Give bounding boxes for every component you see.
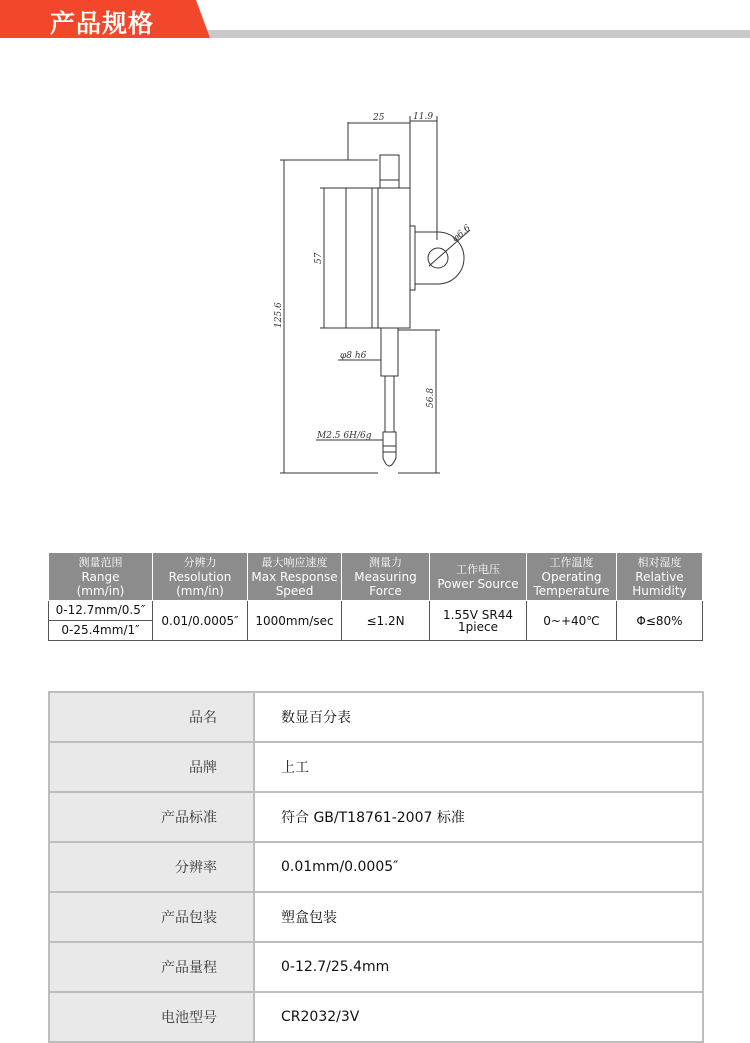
spec-range-cell	[49, 601, 153, 641]
spec-humidity: Φ≤80%	[617, 601, 703, 641]
spec-speed: 1000mm/sec	[248, 601, 342, 641]
spec-header-force: 测量力 Measuring Force	[342, 553, 430, 601]
info-label: 产品量程	[49, 942, 254, 992]
spec-header-humidity: 相对湿度 Relative Humidity	[617, 553, 703, 601]
info-value: 塑盒包装	[254, 892, 703, 942]
info-row	[49, 692, 703, 742]
spec-table	[48, 552, 703, 641]
dim-stem-length: 56.8	[426, 387, 436, 408]
spec-header-temperature: 工作温度 Operating Temperature	[527, 553, 617, 601]
info-value: 0.01mm/0.0005″	[254, 842, 703, 892]
dim-thread: M2.5 6H/6g	[317, 431, 372, 441]
spec-power-2: 1piece	[458, 619, 498, 634]
dim-top-width: 25	[373, 113, 385, 123]
spec-value-row	[49, 601, 703, 641]
spec-header-speed: 最大响应速度 Max Response Speed	[248, 553, 342, 601]
spec-power-1: 1.55V SR44	[443, 607, 513, 622]
info-label: 电池型号	[49, 992, 254, 1042]
dim-overall-height: 125.6	[274, 302, 284, 328]
info-row	[49, 942, 703, 992]
spec-header-power: 工作电压 Power Source	[430, 553, 527, 601]
spec-resolution: 0.01/0.0005″	[153, 601, 248, 641]
spec-temperature: 0~+40℃	[527, 601, 617, 641]
info-label: 分辨率	[49, 842, 254, 892]
dim-top-offset: 11.9	[413, 112, 434, 122]
dim-stem: φ8 h6	[340, 351, 367, 361]
info-value: 上工	[254, 742, 703, 792]
spec-power-cell	[430, 601, 527, 641]
info-row	[49, 892, 703, 942]
info-label: 品名	[49, 692, 254, 742]
technical-drawing	[0, 90, 750, 490]
info-row	[49, 842, 703, 892]
info-label: 产品标准	[49, 792, 254, 842]
info-value: 符合 GB/T18761-2007 标准	[254, 792, 703, 842]
spec-header-row	[49, 553, 703, 601]
info-row	[49, 742, 703, 792]
info-value: 数显百分表	[254, 692, 703, 742]
info-label: 品牌	[49, 742, 254, 792]
section-header	[0, 0, 750, 40]
spec-range-1: 0-12.7mm/0.5″	[55, 603, 146, 617]
info-row	[49, 992, 703, 1042]
product-info-table	[48, 691, 704, 1043]
spec-force: ≤1.2N	[342, 601, 430, 641]
section-title: 产品规格	[50, 9, 155, 38]
spec-range-2: 0-25.4mm/1″	[49, 620, 152, 640]
spec-header-range: 测量范围 Range (mm/in)	[49, 553, 153, 601]
spec-header-resolution: 分辨力 Resolution (mm/in)	[153, 553, 248, 601]
info-row	[49, 792, 703, 842]
info-label: 产品包装	[49, 892, 254, 942]
info-value: CR2032/3V	[254, 992, 703, 1042]
dim-hole: φ6.6	[450, 223, 473, 245]
info-value: 0-12.7/25.4mm	[254, 942, 703, 992]
dim-dial-diameter: 57	[314, 252, 324, 264]
